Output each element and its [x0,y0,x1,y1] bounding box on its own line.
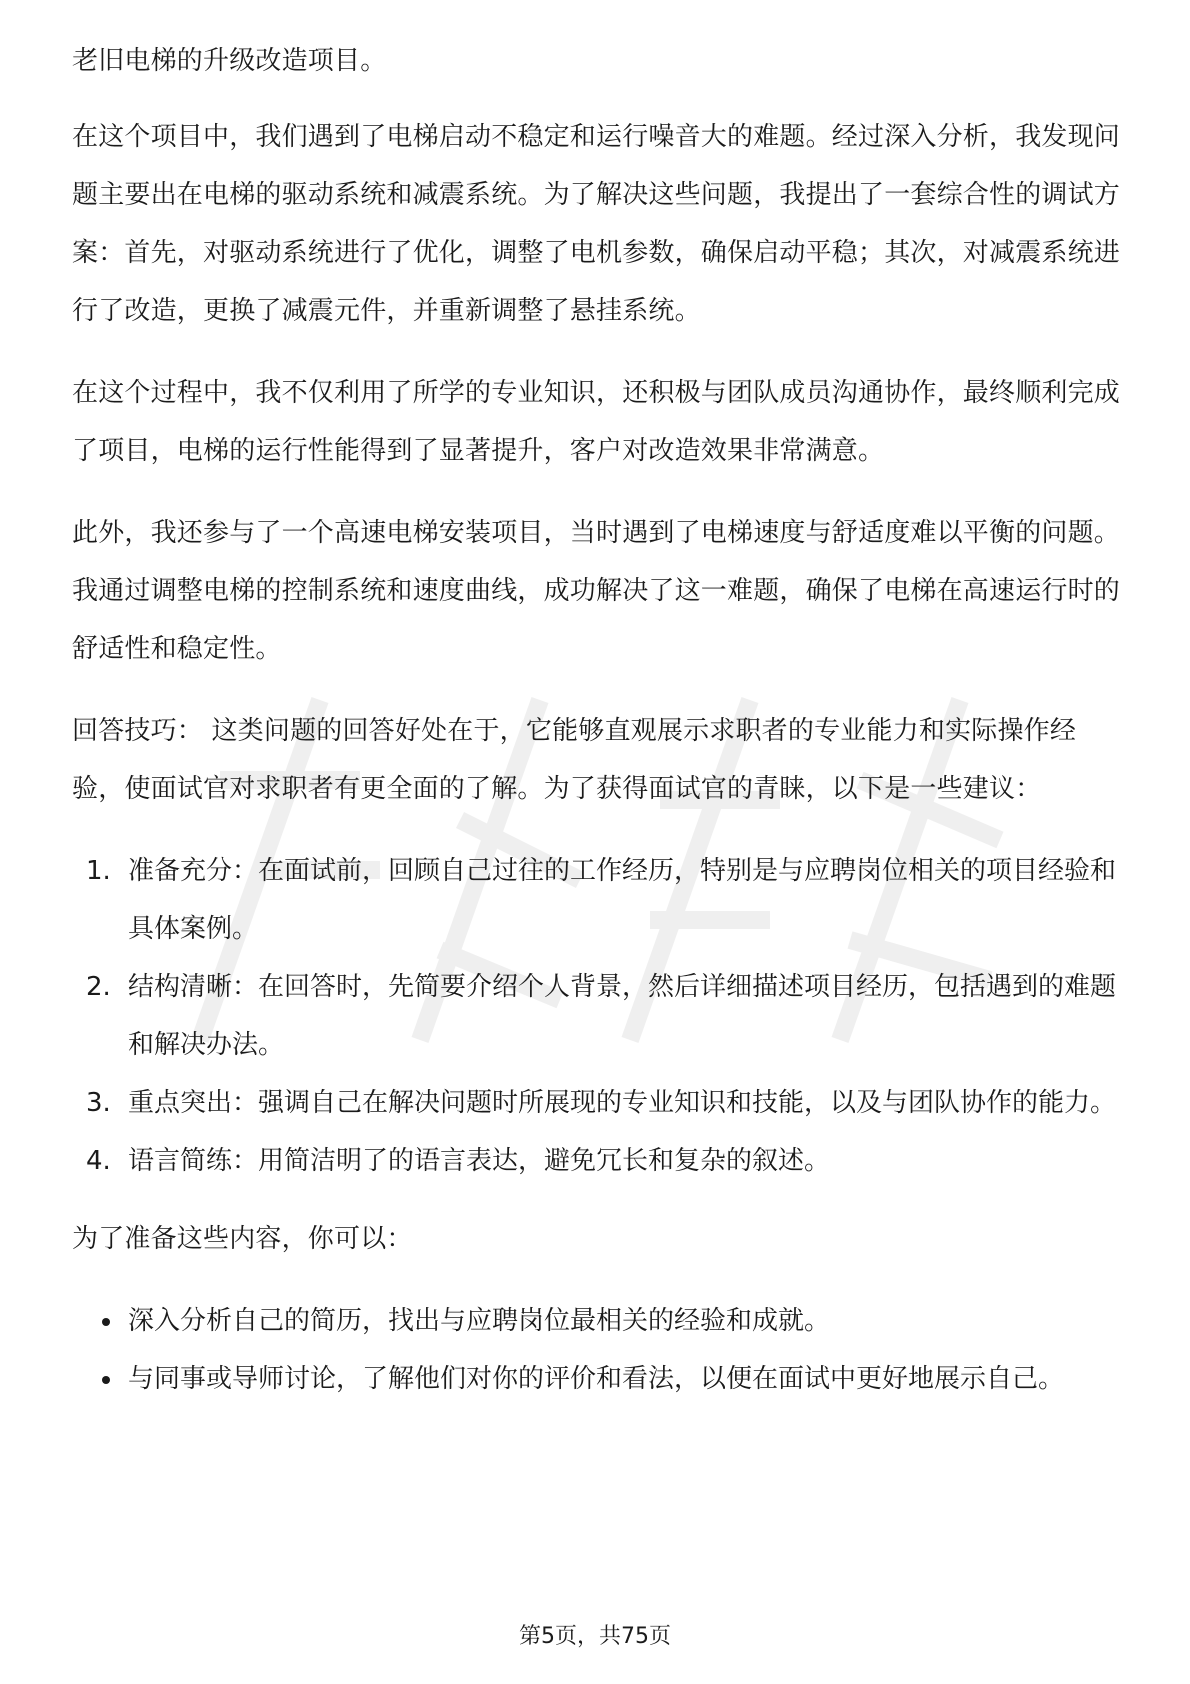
document-body [72,32,1122,1408]
tips-list-item [72,958,1122,1074]
bullet-list [72,1292,1122,1408]
bullet-dot-icon [102,1318,110,1326]
paragraph-project-2: 此外，我还参与了一个高速电梯安装项目，当时遇到了电梯速度与舒适度难以平衡的问题。我通过调整电梯的控制系统和速度曲线，成功解决了这一难题，确保了电梯在高速运行时的舒适性和稳定性。 [72,518,1121,664]
page-footer: 第5页，共75页 [519,1624,671,1649]
tips-list [72,842,1122,1190]
bullet-dot-icon [102,1376,110,1384]
paragraph-tips-intro: 回答技巧： 这类问题的回答好处在于，它能够直观展示求职者的专业能力和实际操作经验，使面试官对求职者有更全面的了解。为了获得面试官的青睐，以下是一些建议： [72,716,1077,804]
list-number: 4. [86,1146,111,1176]
list-number: 3. [86,1088,111,1118]
list-number: 1. [86,856,111,886]
paragraph-project-1: 在这个项目中，我们遇到了电梯启动不稳定和运行噪音大的难题。经过深入分析，我发现问题主要出在电梯的驱动系统和减震系统。为了解决这些问题，我提出了一套综合性的调试方案：首先，对驱动系统进行了优化，调整了电机参数，确保启动平稳；其次，对减震系统进行了改造，更换了减震元件，并重新调整了悬挂系统。 [72,122,1121,326]
paragraph-prepare-intro: 为了准备这些内容，你可以： [72,1224,413,1254]
bullet-list-item [72,1350,1122,1408]
list-item-text: 结构清晰：在回答时，先简要介绍个人背景，然后详细描述项目经历，包括遇到的难题和解决办法。 [128,972,1117,1060]
list-item-text: 语言简练：用简洁明了的语言表达，避免冗长和复杂的叙述。 [128,1146,831,1176]
list-item-text: 深入分析自己的简历，找出与应聘岗位最相关的经验和成就。 [128,1306,831,1336]
tips-list-item [72,842,1122,958]
paragraph-intro: 老旧电梯的升级改造项目。 [72,46,387,76]
list-item-text: 重点突出：强调自己在解决问题时所展现的专业知识和技能，以及与团队协作的能力。 [128,1088,1117,1118]
bullet-list-item [72,1292,1122,1350]
list-item-text: 与同事或导师讨论，了解他们对你的评价和看法，以便在面试中更好地展示自己。 [128,1364,1065,1394]
tips-list-item [72,1132,1122,1190]
list-number: 2. [86,972,111,1002]
tips-list-item [72,1074,1122,1132]
paragraph-process: 在这个过程中，我不仅利用了所学的专业知识，还积极与团队成员沟通协作，最终顺利完成了项目，电梯的运行性能得到了显著提升，客户对改造效果非常满意。 [72,378,1121,466]
list-item-text: 准备充分：在面试前，回顾自己过往的工作经历，特别是与应聘岗位相关的项目经验和具体案例。 [128,856,1117,944]
